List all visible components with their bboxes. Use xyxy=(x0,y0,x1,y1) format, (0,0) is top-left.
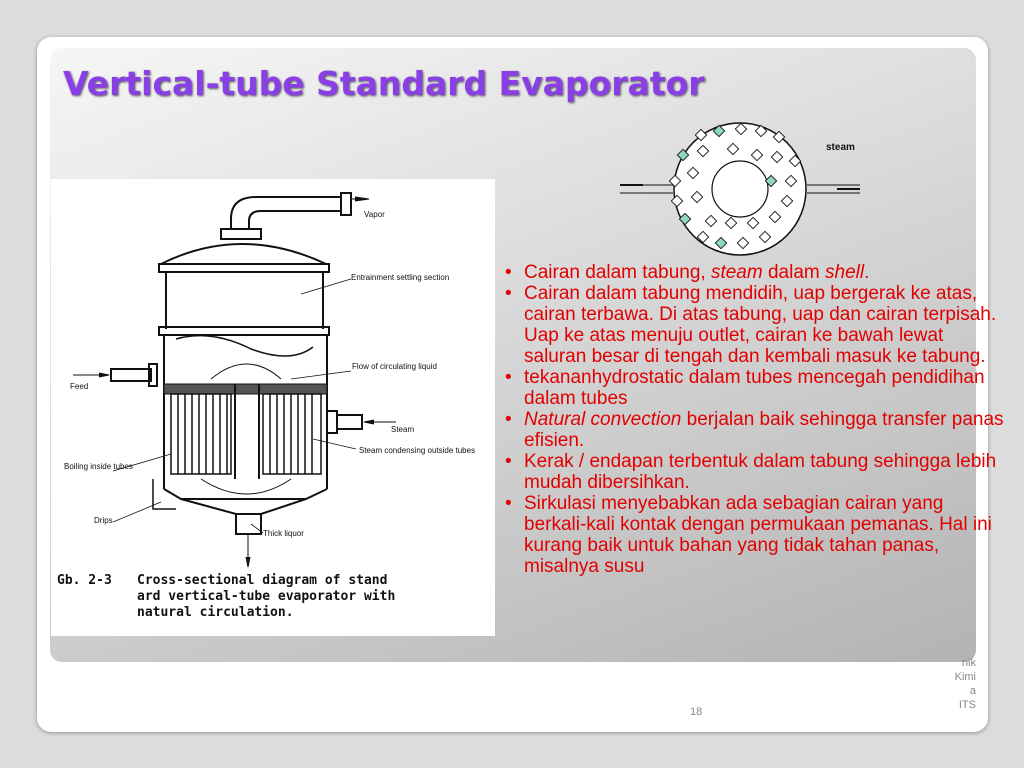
bullet-item: • Kerak / endapan terbentuk dalam tabung sehingga lebih mudah dibersihkan. xyxy=(504,451,1004,493)
bullet-item: • Cairan dalam tabung, steam dalam shell. xyxy=(504,262,1004,283)
label-flow: Flow of circulating liquid xyxy=(352,362,437,371)
bullet-item: • Cairan dalam tabung mendidih, uap bergerak ke atas, cairan terbawa. Di atas tabung, uap dan cairan terpisah. Uap ke atas menuju outlet, cairan ke bawah lewat saluran besar di tengah dan kembali masuk ke tabung. xyxy=(504,283,1004,367)
label-steam: Steam xyxy=(391,425,415,434)
footer-line-1: nik xyxy=(961,657,976,669)
slide-title: Vertical-tube Standard Evaporator xyxy=(63,64,705,103)
footer-line-4: ITS xyxy=(958,699,976,711)
footer-institution xyxy=(940,656,976,712)
caption-line-2: ard vertical-tube evaporator with xyxy=(137,589,396,604)
caption-line-1: Cross-sectional diagram of stand xyxy=(137,573,388,588)
label-boiling: Boiling inside tubes xyxy=(64,462,133,471)
footer-line-3: a xyxy=(969,685,976,697)
bullet-item: • Natural convection berjalan baik sehingga transfer panas efisien. xyxy=(504,409,1004,451)
evaporator-figure xyxy=(51,179,495,636)
bullet-list xyxy=(504,262,1004,577)
caption-line-3: natural circulation. xyxy=(137,605,294,620)
label-feed: Feed xyxy=(70,382,89,391)
label-thick-liquor: Thick liquor xyxy=(263,529,304,538)
evaporator-drawing xyxy=(51,179,495,636)
caption-number: Gb. 2-3 xyxy=(57,573,112,588)
label-drips: Drips xyxy=(94,516,113,525)
label-vapor: Vapor xyxy=(364,210,385,219)
cross-section-steam-label: steam xyxy=(826,142,855,153)
footer-line-2: Kimi xyxy=(954,671,976,683)
page-number: 18 xyxy=(690,706,703,718)
label-steam-condensing: Steam condensing outside tubes xyxy=(359,446,476,455)
bullet-item: • tekananhydrostatic dalam tubes mencegah pendidihan dalam tubes xyxy=(504,367,1004,409)
bullet-item: • Sirkulasi menyebabkan ada sebagian cairan yang berkali-kali kontak dengan permukaan pemanas. Hal ini kurang baik untuk bahan yang tidak tahan panas, misalnya susu xyxy=(504,493,1004,577)
label-entrainment: Entrainment settling section xyxy=(351,273,450,282)
figure-caption xyxy=(57,573,487,621)
